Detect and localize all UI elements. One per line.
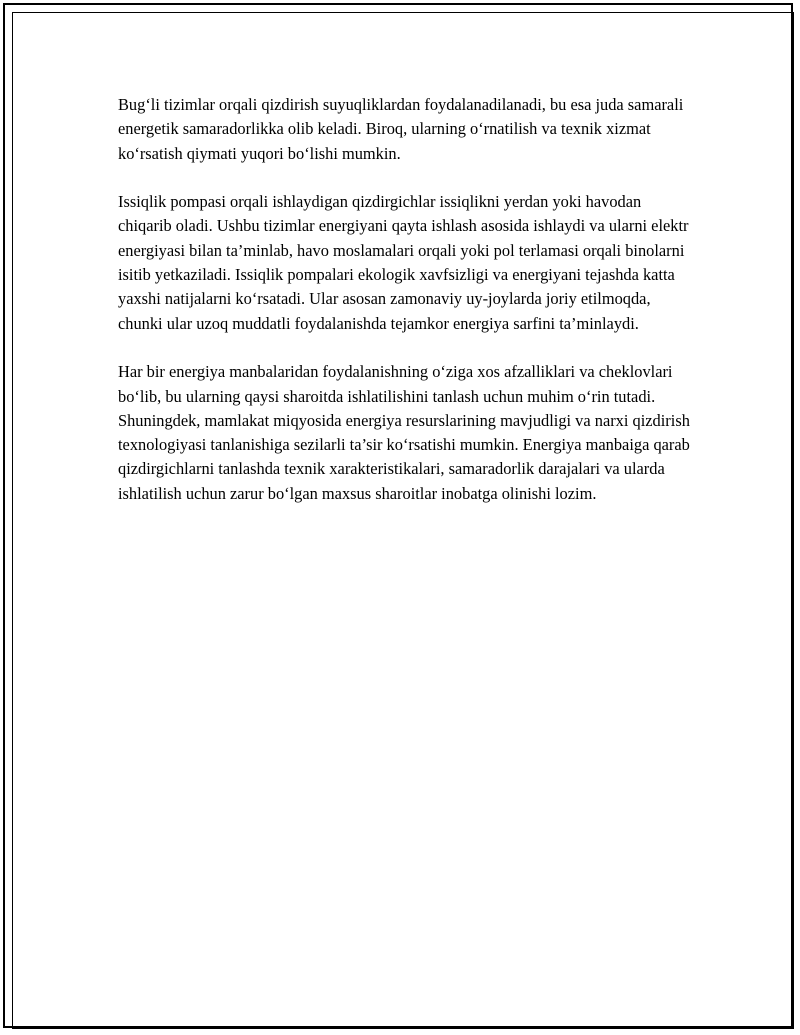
- document-body: [118, 93, 690, 530]
- paragraph-2: Issiqlik pompasi orqali ishlaydigan qizdirgichlar issiqlikni yerdan yoki havodan chiqarib oladi. Ushbu tizimlar energiyani qayta ishlash asosida ishlaydi va ularni elektr energiyasi bilan ta’minlab, havo moslamalari orqali yoki pol terlamasi orqali binolarni isitib yetkaziladi. Issiqlik pompalari ekologik xavfsizligi va energiyani tejashda katta yaxshi natijalarni ko‘rsatadi. Ular asosan zamonaviy uy-joylarda joriy etilmoqda, chunki ular uzoq muddatli foydalanishda tejamkor energiya sarfini ta’minlaydi.: [118, 192, 689, 333]
- paragraph-3: Har bir energiya manbalaridan foydalanishning o‘ziga xos afzalliklari va cheklovlari bo‘lib, bu ularning qaysi sharoitda ishlatilishini tanlash uchun muhim o‘rin tutadi. Shuningdek, mamlakat miqyosida energiya resurslarining mavjudligi va narxi qizdirish texnologiyasi tanlanishiga sezilarli ta’sir ko‘rsatishi mumkin. Energiya manbaiga qarab qizdirgichlarni tanlashda texnik xarakteristikalari, samaradorlik darajalari va ularda ishlatilish uchun zarur bo‘lgan maxsus sharoitlar inobatga olinishi lozim.: [118, 362, 690, 503]
- paragraph-1: Bug‘li tizimlar orqali qizdirish suyuqliklardan foydalanadilanadi, bu esa juda samarali energetik samaradorlikka olib keladi. Biroq, ularning o‘rnatilish va texnik xizmat ko‘rsatish qiymati yuqori bo‘lishi mumkin.: [118, 95, 684, 163]
